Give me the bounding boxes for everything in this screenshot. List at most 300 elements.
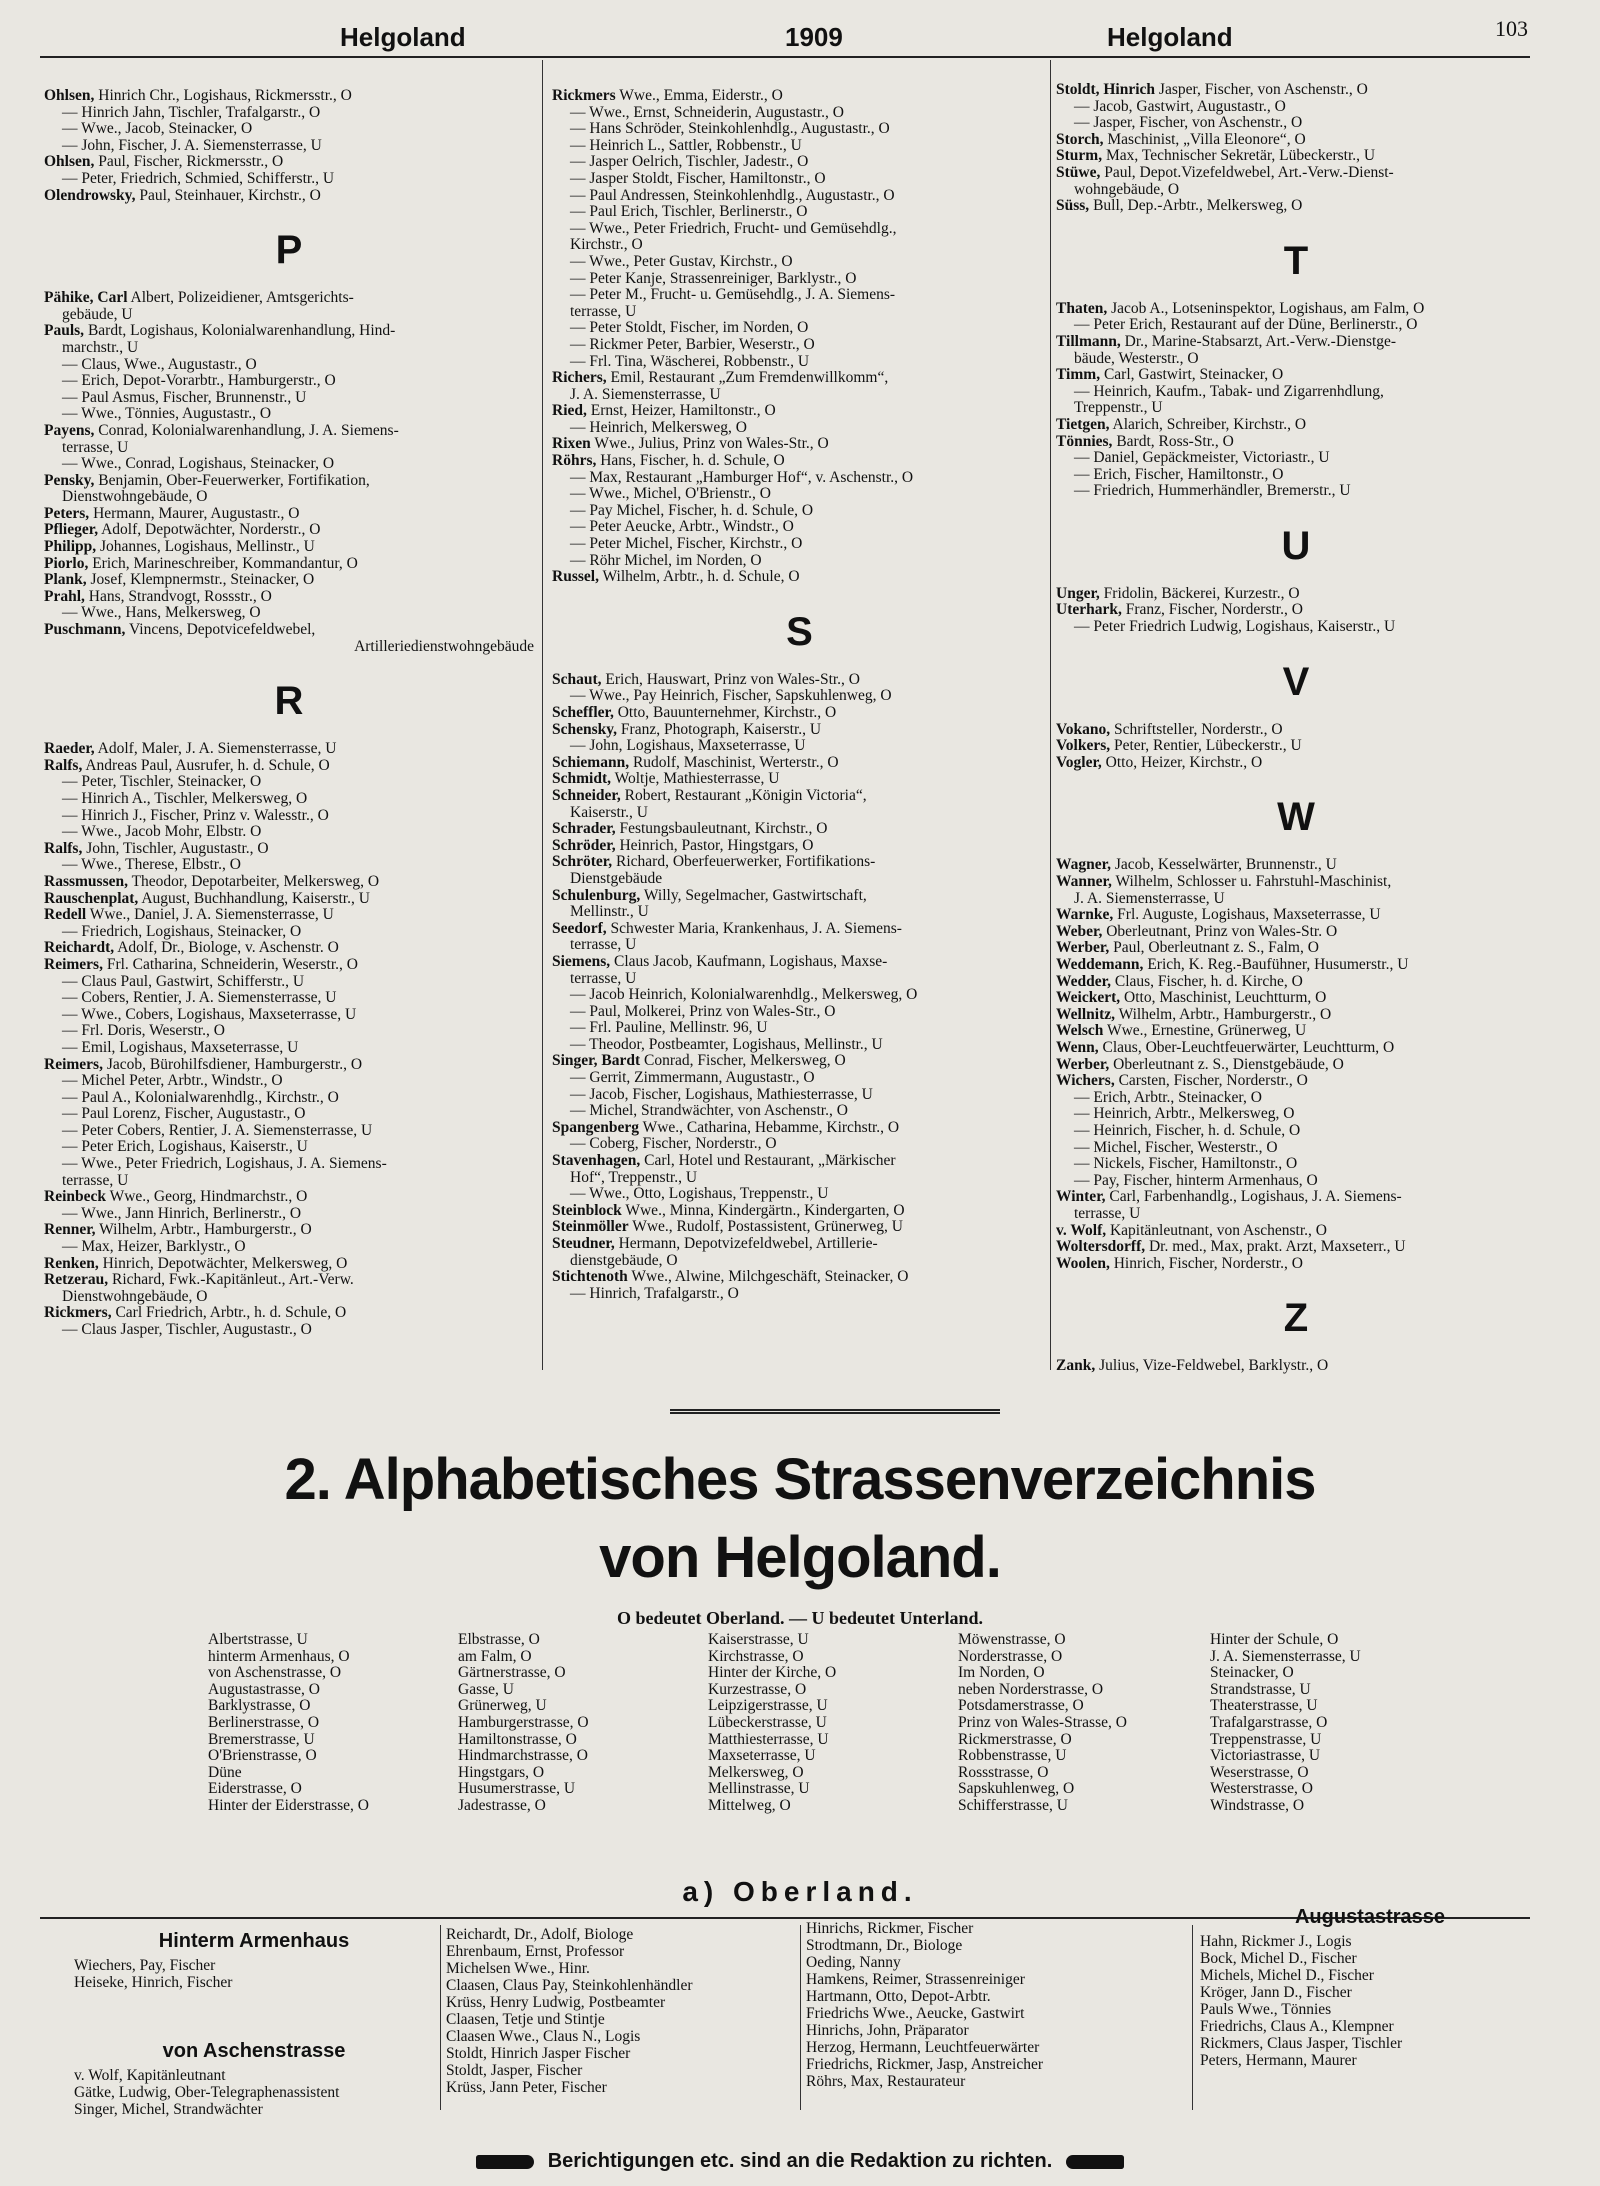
directory-entry: Ralfs, John, Tischler, Augustastr., O (44, 840, 269, 857)
street-name: O'Brienstrasse, O (208, 1747, 317, 1765)
directory-entry: — Peter M., Frucht- u. Gemüsehdlg., J. A. Siemens- (570, 287, 896, 304)
directory-entry: Dienstwohngebäude, O (62, 489, 208, 506)
directory-entry: Pauls, Bardt, Logishaus, Kolonialwarenhandlung, Hind- (44, 323, 396, 340)
directory-entry: Olendrowsky, Paul, Steinhauer, Kirchstr., O (44, 187, 321, 204)
directory-entry: Stichtenoth Wwe., Alwine, Milchgeschäft, Steinacker, O (552, 1269, 909, 1286)
resident-entry: Stoldt, Jasper, Fischer (446, 2062, 583, 2079)
directory-entry: — Wwe., Ernst, Schneiderin, Augustastr., O (570, 104, 844, 121)
directory-entry: — Wwe., Conrad, Logishaus, Steinacker, O (62, 456, 335, 473)
directory-entry: Wenn, Claus, Ober-Leuchtfeuerwärter, Leuchtturm, O (1056, 1039, 1395, 1056)
directory-entry: Rassmussen, Theodor, Depotarbeiter, Melkersweg, O (44, 873, 380, 890)
directory-entry: — Erich, Fischer, Hamiltonstr., O (1074, 466, 1284, 483)
street-name: Robbenstrasse, U (958, 1747, 1067, 1765)
directory-entry: gebäude, U (62, 306, 133, 323)
directory-entry: Reinbeck Wwe., Georg, Hindmarchstr., O (44, 1189, 308, 1206)
resident-entry: Singer, Michel, Strandwächter (74, 2101, 263, 2118)
running-head-left: Helgoland (340, 22, 466, 52)
street-name: Steinacker, O (1210, 1664, 1294, 1682)
directory-entry: — Peter, Tischler, Steinacker, O (62, 774, 262, 791)
directory-entry: — Heinrich, Arbtr., Melkersweg, O (1074, 1106, 1295, 1123)
resident-entry: v. Wolf, Kapitänleutnant (74, 2067, 226, 2084)
section-letter: W (1277, 795, 1315, 840)
directory-entry: Werber, Paul, Oberleutnant z. S., Falm, O (1056, 940, 1319, 957)
street-name: Gasse, U (458, 1680, 514, 1698)
directory-entry: — Frl. Doris, Weserstr., O (62, 1023, 225, 1040)
directory-entry: Dienstgebäude (570, 870, 663, 887)
directory-entry: Kaiserstr., U (570, 804, 648, 821)
directory-entry: Prahl, Hans, Strandvogt, Rossstr., O (44, 588, 272, 605)
street-list-column (458, 1632, 589, 1815)
directory-entry: Wedder, Claus, Fischer, h. d. Kirche, O (1056, 973, 1303, 990)
section-title-line2: von Helgoland. (599, 1525, 1001, 1590)
street-name: J. A. Siemensterrasse, U (1210, 1647, 1361, 1665)
section-letter: P (275, 228, 303, 273)
directory-entry: Schröder, Heinrich, Pastor, Hingstgars, O (552, 837, 814, 854)
street-name: Albertstrasse, U (208, 1631, 308, 1648)
directory-entry: Wichers, Carsten, Fischer, Norderstr., O (1056, 1073, 1308, 1090)
directory-entry: — Daniel, Gepäckmeister, Victoriastr., U (1074, 450, 1330, 467)
street-name: Theaterstrasse, U (1210, 1697, 1318, 1715)
street-name: Kurzestrasse, O (708, 1680, 807, 1698)
street-name: Mittelweg, O (708, 1796, 791, 1814)
directory-entry: Welsch Wwe., Ernestine, Grünerweg, U (1056, 1023, 1307, 1040)
directory-entry: — Wwe., Michel, O'Brienstr., O (570, 486, 771, 503)
resident-entry: Friedrichs, Rickmer, Jasp, Anstreicher (806, 2056, 1043, 2073)
street-name: Im Norden, O (958, 1664, 1045, 1682)
street-name: Berlinerstrasse, O (208, 1713, 320, 1731)
street-name: Potsdamerstrasse, O (958, 1697, 1084, 1715)
directory-entry: — Jasper Oelrich, Tischler, Jadestr., O (570, 154, 809, 171)
street-name: Hinter der Eiderstrasse, O (208, 1796, 369, 1814)
directory-entry: Röhrs, Hans, Fischer, h. d. Schule, O (552, 453, 785, 470)
street-section (446, 1926, 796, 2096)
column-divider (1050, 60, 1051, 1370)
directory-entry: — Paul Andressen, Steinkohlenhdlg., Augustastr., O (570, 187, 895, 204)
column-divider (440, 1925, 441, 2110)
footer-note (0, 2150, 1600, 2173)
column-divider (800, 1925, 801, 2110)
resident-entry: Friedrichs Wwe., Aeucke, Gastwirt (806, 2005, 1025, 2022)
directory-entry: Schaut, Erich, Hauswart, Prinz von Wales-Str., O (552, 671, 861, 688)
street-list-column (958, 1632, 1127, 1815)
directory-entry: Pflieger, Adolf, Depotwächter, Norderstr., O (44, 522, 321, 539)
directory-entry: — Heinrich L., Sattler, Robbenstr., U (570, 137, 802, 154)
street-name: von Aschenstrasse, O (208, 1664, 342, 1682)
directory-entry: wohngebäude, O (1074, 181, 1180, 198)
street-name: Schifferstrasse, U (958, 1796, 1068, 1814)
street-name: Grünerweg, U (458, 1697, 547, 1715)
oberland-heading: a) Oberland. (682, 1876, 918, 1907)
directory-entry: — Paul Lorenz, Fischer, Augustastr., O (62, 1106, 306, 1123)
street-name: Westerstrasse, O (1210, 1780, 1313, 1798)
directory-entry: — Jasper Stoldt, Fischer, Hamiltonstr., O (570, 170, 826, 187)
directory-entry: — Heinrich, Melkersweg, O (570, 419, 747, 436)
resident-entry: Hinrichs, John, Präparator (806, 2022, 969, 2039)
directory-entry: — Paul Erich, Tischler, Berlinerstr., O (570, 204, 808, 221)
directory-entry: Piorlo, Erich, Marineschreiber, Kommandantur, O (44, 555, 358, 572)
section-letter: V (1282, 659, 1310, 704)
directory-entry: v. Wolf, Kapitänleutnant, von Aschenstr., O (1056, 1222, 1327, 1239)
directory-entry: — Gerrit, Zimmermann, Augustastr., O (570, 1070, 815, 1087)
header-rule (40, 56, 1530, 58)
directory-entry: Schröter, Richard, Oberfeuerwerker, Fortifikations- (552, 854, 876, 871)
directory-entry: — Michel, Fischer, Westerstr., O (1074, 1139, 1278, 1156)
directory-entry: Stüwe, Paul, Depot.Vizefeldwebel, Art.-Verw.-Dienst- (1056, 164, 1394, 181)
directory-entry: — Hinrich J., Fischer, Prinz v. Walesstr., O (62, 807, 329, 824)
street-name: Hamburgerstrasse, O (458, 1713, 589, 1731)
resident-entry: Hamkens, Reimer, Strassenreiniger (806, 1971, 1025, 1988)
street-section-title: Augustastrasse (1294, 1906, 1446, 1928)
directory-entry: Richers, Emil, Restaurant „Zum Fremdenwillkomm“, (552, 370, 889, 387)
footer-text: Berichtigungen etc. sind an die Redaktion zu richten. (547, 2150, 1053, 2172)
street-name: Lübeckerstrasse, U (708, 1713, 827, 1731)
section-letter: R (274, 679, 304, 724)
directory-entry: Reimers, Jacob, Bürohilfsdiener, Hamburgerstr., O (44, 1056, 363, 1073)
directory-entry: Ohlsen, Paul, Fischer, Rickmersstr., O (44, 154, 284, 171)
directory-entry: — Friedrich, Hummerhändler, Bremerstr., U (1074, 483, 1351, 500)
page-number: 103 (1495, 16, 1528, 41)
directory-entry: — Wwe., Hans, Melkersweg, O (62, 605, 261, 622)
directory-entry: Artilleriedienstwohngebäude (354, 638, 534, 655)
street-name: Hindmarchstrasse, O (458, 1747, 588, 1765)
directory-entry: — Claus Jasper, Tischler, Augustastr., O (62, 1322, 312, 1338)
street-name: Kirchstrasse, O (708, 1647, 804, 1665)
street-list-column (708, 1632, 836, 1815)
directory-entry: — Emil, Logishaus, Maxseterrasse, U (62, 1039, 299, 1056)
resident-entry: Hartmann, Otto, Depot-Arbtr. (806, 1988, 991, 2005)
directory-entry: — Wwe., Pay Heinrich, Fischer, Sapskuhlenweg, O (570, 688, 892, 705)
street-name: Hamiltonstrasse, O (458, 1730, 577, 1748)
directory-entry: Zank, Julius, Vize-Feldwebel, Barklystr., O (1056, 1358, 1329, 1375)
directory-entry: Ohlsen, Hinrich Chr., Logishaus, Rickmersstr., O (44, 88, 352, 104)
directory-entry: — Wwe., Tönnies, Augustastr., O (62, 406, 272, 423)
page-header (40, 8, 1570, 56)
directory-entry: Tönnies, Bardt, Ross-Str., O (1056, 433, 1234, 450)
directory-entry: — Claus Paul, Gastwirt, Schifferstr., U (62, 973, 305, 990)
directory-entry: Wellnitz, Wilhelm, Arbtr., Hamburgerstr., O (1056, 1006, 1332, 1023)
resident-entry: Hahn, Rickmer J., Logis (1200, 1933, 1352, 1950)
street-section (1200, 1906, 1540, 2069)
street-section (74, 1930, 434, 1991)
directory-entry: — Rickmer Peter, Barbier, Weserstr., O (570, 336, 815, 353)
resident-entry: Rickmers, Claus Jasper, Tischler (1200, 2035, 1403, 2052)
directory-entry: Sturm, Max, Technischer Sekretär, Lübeckerstr., U (1056, 148, 1376, 165)
section-letter: S (786, 609, 813, 654)
directory-entry: — Wwe., Otto, Logishaus, Treppenstr., U (570, 1186, 829, 1203)
directory-entry: Dienstwohngebäude, O (62, 1288, 208, 1305)
street-name: Norderstrasse, O (958, 1647, 1063, 1665)
section-letter: Z (1283, 1296, 1309, 1341)
resident-entry: Michels, Michel D., Fischer (1200, 1967, 1374, 1984)
directory-entry: Rauschenplat, August, Buchhandlung, Kaiserstr., U (44, 890, 370, 907)
directory-entry: Weickert, Otto, Maschinist, Leuchtturm, O (1056, 990, 1327, 1007)
directory-entry: Pähike, Carl Albert, Polizeidiener, Amtsgerichts- (44, 290, 354, 307)
resident-entry: Claasen, Claus Pay, Steinkohlenhändler (446, 1977, 693, 1994)
directory-entry: — Peter Friedrich Ludwig, Logishaus, Kaiserstr., U (1074, 619, 1396, 636)
street-name: Leipzigerstrasse, U (708, 1697, 828, 1715)
directory-entry: terrasse, U (570, 303, 637, 320)
pointing-hand-icon (476, 2155, 534, 2169)
resident-entry: Claasen Wwe., Claus N., Logis (446, 2028, 641, 2045)
directory-entry: — Max, Restaurant „Hamburger Hof“, v. Aschenstr., O (570, 469, 914, 486)
directory-entry: — Heinrich, Kaufm., Tabak- und Zigarrenhdlung, (1074, 383, 1384, 400)
street-name: Mellinstrasse, U (708, 1780, 810, 1798)
street-name: Augustastrasse, O (208, 1680, 320, 1698)
resident-entry: Pauls Wwe., Tönnies (1200, 2001, 1332, 2018)
directory-entry: Stoldt, Hinrich Jasper, Fischer, von Aschenstr., O (1056, 82, 1368, 98)
directory-entry: Rickmers, Carl Friedrich, Arbtr., h. d. Schule, O (44, 1305, 347, 1322)
directory-entry: — John, Fischer, J. A. Siemensterrasse, U (62, 137, 322, 154)
resident-entry: Röhrs, Max, Restaurateur (806, 2073, 966, 2090)
directory-entry: Tietgen, Alarich, Schreiber, Kirchstr., O (1056, 416, 1307, 433)
street-section (74, 2040, 434, 2118)
directory-entry: — Peter Erich, Restaurant auf der Düne, Berlinerstr., O (1074, 317, 1418, 334)
directory-entry: Winter, Carl, Farbenhandlg., Logishaus, J. A. Siemens- (1056, 1189, 1402, 1206)
directory-entry: Tillmann, Dr., Marine-Stabsarzt, Art.-Verw.-Dienstge- (1056, 333, 1397, 350)
resident-entry: Reichardt, Dr., Adolf, Biologe (446, 1926, 634, 1943)
street-name: Düne (208, 1763, 242, 1781)
directory-entry: terrasse, U (62, 1172, 129, 1189)
street-name: Sapskuhlenweg, O (958, 1780, 1075, 1798)
directory-entry: Rixen Wwe., Julius, Prinz von Wales-Str., O (552, 436, 829, 453)
directory-entry: terrasse, U (1074, 1205, 1141, 1222)
directory-entry: Plank, Josef, Klempnermstr., Steinacker, O (44, 572, 315, 589)
directory-entry: — Theodor, Postbeamter, Logishaus, Mellinstr., U (570, 1036, 883, 1053)
directory-entry: Rickmers Wwe., Emma, Eiderstr., O (552, 88, 783, 104)
directory-entry: Vogler, Otto, Heizer, Kirchstr., O (1056, 754, 1263, 771)
directory-entry: — Röhr Michel, im Norden, O (570, 552, 762, 569)
directory-entry: Schensky, Franz, Photograph, Kaiserstr., U (552, 721, 822, 738)
street-name: Weserstrasse, O (1210, 1763, 1309, 1781)
street-section (806, 1920, 1186, 2090)
directory-entry: Schiemann, Rudolf, Maschinist, Werterstr., O (552, 754, 839, 771)
directory-entry: J. A. Siemensterrasse, U (570, 386, 721, 403)
directory-entry: — Peter Erich, Logishaus, Kaiserstr., U (62, 1139, 308, 1156)
street-name: neben Norderstrasse, O (958, 1680, 1104, 1698)
directory-entry: Storch, Maschinist, „Villa Eleonore“, O (1056, 131, 1306, 148)
directory-entry: — Paul Asmus, Fischer, Brunnenstr., U (62, 389, 307, 406)
directory-entry: — Wwe., Peter Friedrich, Frucht- und Gemüsehdlg., (570, 220, 897, 237)
resident-entry: Michelsen Wwe., Hinr. (446, 1960, 590, 1977)
directory-entry: — Peter, Friedrich, Schmied, Schifferstr., U (62, 170, 335, 187)
directory-entry: Treppenstr., U (1074, 400, 1163, 417)
directory-entry: — Paul, Molkerei, Prinz von Wales-Str., O (570, 1003, 836, 1020)
directory-entry: Stavenhagen, Carl, Hotel und Restaurant, „Märkischer (552, 1153, 896, 1170)
directory-entry: Uterhark, Franz, Fischer, Norderstr., O (1056, 602, 1303, 619)
resident-entry: Wiechers, Pay, Fischer (74, 1957, 216, 1974)
directory-entry: — Wwe., Jann Hinrich, Berlinerstr., O (62, 1205, 302, 1222)
street-name: Maxseterrasse, U (708, 1747, 816, 1765)
directory-entry: Renken, Hinrich, Depotwächter, Melkersweg, O (44, 1255, 348, 1272)
directory-entry: Raeder, Adolf, Maler, J. A. Siemensterrasse, U (44, 741, 337, 758)
directory-column-3 (1056, 82, 1536, 1375)
directory-entry: Mellinstr., U (570, 904, 649, 921)
directory-entry: — Peter Cobers, Rentier, J. A. Siemensterrasse, U (62, 1122, 373, 1139)
directory-entry: — Hinrich, Trafalgarstr., O (570, 1285, 739, 1302)
resident-entry: Bock, Michel D., Fischer (1200, 1950, 1357, 1967)
directory-entry: J. A. Siemensterrasse, U (1074, 890, 1225, 907)
directory-entry: Russel, Wilhelm, Arbtr., h. d. Schule, O (552, 569, 800, 586)
directory-entry: marchstr., U (62, 339, 139, 356)
directory-entry: terrasse, U (62, 439, 129, 456)
directory-entry: — Wwe., Cobers, Logishaus, Maxseterrasse, U (62, 1006, 357, 1023)
street-list-column (1210, 1632, 1361, 1815)
resident-entry: Stoldt, Hinrich Jasper Fischer (446, 2045, 631, 2062)
directory-entry: — Hinrich A., Tischler, Melkersweg, O (62, 791, 308, 807)
street-name: Bremerstrasse, U (208, 1730, 315, 1748)
directory-entry: Seedorf, Schwester Maria, Krankenhaus, J. A. Siemens- (552, 920, 902, 937)
directory-entry: Puschmann, Vincens, Depotvicefeldwebel, (44, 622, 316, 639)
column-divider (1192, 1925, 1193, 2110)
directory-entry: Süss, Bull, Dep.-Arbtr., Melkersweg, O (1056, 198, 1303, 215)
resident-entry: Claasen, Tetje und Stintje (446, 2011, 605, 2028)
directory-entry: Siemens, Claus Jacob, Kaufmann, Logishaus, Maxse- (552, 953, 888, 970)
resident-entry: Oeding, Nanny (806, 1954, 901, 1971)
directory-entry: Spangenberg Wwe., Catharina, Hebamme, Kirchstr., O (552, 1119, 900, 1136)
directory-entry: Wanner, Wilhelm, Schlosser u. Fahrstuhl-Maschinist, (1056, 874, 1392, 891)
street-name: Trafalgarstrasse, O (1210, 1713, 1328, 1731)
directory-entry: Peters, Hermann, Maurer, Augustastr., O (44, 505, 300, 522)
running-head-year: 1909 (785, 22, 843, 52)
directory-entry: Schulenburg, Willy, Segelmacher, Gastwirtschaft, (552, 887, 867, 904)
directory-entry: Ried, Ernst, Heizer, Hamiltonstr., O (552, 403, 776, 420)
directory-entry: terrasse, U (570, 970, 637, 987)
directory-entry: bäude, Westerstr., O (1074, 350, 1199, 367)
street-name: hinterm Armenhaus, O (208, 1647, 350, 1665)
directory-entry: — Erich, Arbtr., Steinacker, O (1074, 1089, 1262, 1106)
street-name: Victoriastrasse, U (1210, 1747, 1321, 1765)
directory-entry: — Frl. Tina, Wäscherei, Robbenstr., U (570, 353, 810, 370)
directory-entry: — Cobers, Rentier, J. A. Siemensterrasse, U (62, 990, 337, 1007)
resident-entry: Friedrichs, Claus A., Klempner (1200, 2018, 1394, 2035)
directory-entry: Ralfs, Andreas Paul, Ausrufer, h. d. Schule, O (44, 757, 330, 774)
directory-entry: — Peter Stoldt, Fischer, im Norden, O (570, 320, 809, 337)
directory-entry: dienstgebäude, O (570, 1252, 678, 1269)
directory-entry: Retzerau, Richard, Fwk.-Kapitänleut., Art.-Verw. (44, 1272, 354, 1289)
directory-entry: Weber, Oberleutnant, Prinz von Wales-Str. O (1056, 923, 1338, 940)
street-name: am Falm, O (458, 1647, 532, 1665)
directory-entry: Schmidt, Woltje, Mathiesterrasse, U (552, 771, 780, 788)
directory-entry: Pensky, Benjamin, Ober-Feuerwerker, Fortifikation, (44, 472, 370, 489)
directory-entry: Wagner, Jacob, Kesselwärter, Brunnenstr., U (1056, 857, 1337, 874)
directory-entry: — Michel Peter, Arbtr., Windstr., O (62, 1073, 283, 1090)
street-name: Barklystrasse, O (208, 1697, 311, 1715)
resident-entry: Gätke, Ludwig, Ober-Telegraphenassistent (74, 2084, 340, 2101)
street-list-column (208, 1632, 369, 1815)
directory-entry: — Wwe., Therese, Elbstr., O (62, 857, 241, 874)
street-section-title: von Aschenstrasse (162, 2040, 346, 2062)
directory-entry: — Peter Kanje, Strassenreiniger, Barklystr., O (570, 270, 857, 287)
directory-column-2 (552, 88, 1047, 1302)
directory-entry: terrasse, U (570, 937, 637, 954)
directory-entry: Thaten, Jacob A., Lotseninspektor, Logishaus, am Falm, O (1056, 300, 1425, 317)
directory-entry: Steinblock Wwe., Minna, Kindergärtn., Kindergarten, O (552, 1202, 905, 1219)
resident-entry: Krüss, Jann Peter, Fischer (446, 2079, 607, 2096)
directory-entry: — Erich, Depot-Vorarbtr., Hamburgerstr., O (62, 373, 336, 390)
directory-entry: Schrader, Festungsbauleutnant, Kirchstr., O (552, 821, 828, 838)
directory-entry: — Heinrich, Fischer, h. d. Schule, O (1074, 1122, 1301, 1139)
directory-entry: — Peter Michel, Fischer, Kirchstr., O (570, 536, 803, 553)
directory-entry: Timm, Carl, Gastwirt, Steinacker, O (1056, 367, 1284, 384)
street-section-title: Hinterm Armenhaus (158, 1930, 350, 1952)
directory-entry: Philipp, Johannes, Logishaus, Mellinstr., U (44, 539, 315, 556)
section-title: 2. Alphabetisches Strassenverzeichnis (284, 1447, 1316, 1512)
legend-text: O bedeutet Oberland. — U bedeutet Unterland. (617, 1608, 983, 1628)
section-rule (670, 1409, 1000, 1418)
pointing-hand-icon (1066, 2155, 1124, 2169)
street-name: Melkersweg, O (708, 1763, 804, 1781)
directory-entry: Payens, Conrad, Kolonialwarenhandlung, J. A. Siemens- (44, 422, 399, 439)
directory-entry: Warnke, Frl. Auguste, Logishaus, Maxseterrasse, U (1056, 907, 1381, 924)
column-divider (542, 60, 543, 1370)
directory-entry: Scheffler, Otto, Bauunternehmer, Kirchstr., O (552, 705, 837, 721)
directory-entry: — Peter Aeucke, Arbtr., Windstr., O (570, 519, 794, 536)
resident-entry: Peters, Hermann, Maurer (1200, 2052, 1357, 2069)
resident-entry: Strodtmann, Dr., Biologe (806, 1937, 963, 1954)
street-name: Kaiserstrasse, U (708, 1631, 809, 1648)
directory-entry: — Paul A., Kolonialwarenhdlg., Kirchstr., O (62, 1089, 339, 1106)
street-name: Jadestrasse, O (458, 1796, 546, 1814)
street-name: Rickmerstrasse, O (958, 1730, 1072, 1748)
resident-entry: Ehrenbaum, Ernst, Professor (446, 1943, 625, 1960)
directory-entry: Redell Wwe., Daniel, J. A. Siemensterrasse, U (44, 907, 334, 924)
street-name: Hinter der Schule, O (1210, 1631, 1339, 1648)
directory-entry: Vokano, Schriftsteller, Norderstr., O (1056, 721, 1283, 738)
directory-entry: Steudner, Hermann, Depotvizefeldwebel, Artillerie- (552, 1236, 878, 1252)
directory-entry: Steinmöller Wwe., Rudolf, Postassistent, Grünerweg, U (552, 1219, 904, 1236)
directory-entry: Woltersdorff, Dr. med., Max, prakt. Arzt, Maxseterr., U (1056, 1239, 1406, 1256)
directory-entry: — Hans Schröder, Steinkohlenhdlg., Augustastr., O (570, 121, 890, 138)
directory-entry: — Max, Heizer, Barklystr., O (62, 1239, 246, 1256)
resident-entry: Heiseke, Hinrich, Fischer (74, 1974, 233, 1991)
directory-entry: — Pay Michel, Fischer, h. d. Schule, O (570, 502, 814, 519)
street-name: Hingstgars, O (458, 1763, 545, 1781)
resident-entry: Kröger, Jann D., Fischer (1200, 1984, 1352, 2001)
directory-entry: Woolen, Hinrich, Fischer, Norderstr., O (1056, 1255, 1303, 1272)
directory-entry: — Wwe., Jacob, Steinacker, O (62, 121, 253, 138)
directory-entry: — John, Logishaus, Maxseterrasse, U (570, 738, 806, 755)
street-name: Eiderstrasse, O (208, 1780, 302, 1798)
directory-entry: Reichardt, Adolf, Dr., Biologe, v. Aschenstr. O (44, 940, 339, 957)
street-name: Elbstrasse, O (458, 1631, 540, 1648)
directory-entry: — Jacob, Fischer, Logishaus, Mathiesterrasse, U (570, 1086, 873, 1103)
directory-entry: Singer, Bardt Conrad, Fischer, Melkersweg, O (552, 1053, 846, 1070)
resident-entry: Krüss, Henry Ludwig, Postbeamter (446, 1994, 666, 2011)
street-name: Windstrasse, O (1210, 1796, 1305, 1814)
directory-entry: — Nickels, Fischer, Hamiltonstr., O (1074, 1156, 1298, 1173)
directory-entry: — Wwe., Peter Gustav, Kirchstr., O (570, 253, 793, 270)
directory-entry: — Coberg, Fischer, Norderstr., O (570, 1136, 777, 1153)
directory-entry: Kirchstr., O (570, 237, 643, 254)
directory-entry: — Jasper, Fischer, von Aschenstr., O (1074, 115, 1303, 132)
section-letter: U (1281, 523, 1311, 568)
running-head-right: Helgoland (1107, 22, 1233, 52)
directory-entry: Renner, Wilhelm, Arbtr., Hamburgerstr., O (44, 1222, 312, 1239)
directory-entry: — Michel, Strandwächter, von Aschenstr., O (570, 1103, 848, 1120)
street-name: Möwenstrasse, O (958, 1631, 1066, 1648)
street-name: Treppenstrasse, U (1210, 1730, 1322, 1748)
directory-entry: — Frl. Pauline, Mellinstr. 96, U (570, 1020, 768, 1037)
directory-entry: Werber, Oberleutnant z. S., Dienstgebäude, O (1056, 1056, 1344, 1073)
directory-entry: Volkers, Peter, Rentier, Lübeckerstr., U (1056, 738, 1302, 755)
resident-entry: Herzog, Hermann, Leuchtfeuerwärter (806, 2039, 1040, 2056)
street-name: Strandstrasse, U (1210, 1680, 1311, 1698)
directory-entry: — Claus, Wwe., Augustastr., O (62, 356, 257, 373)
directory-entry: — Jacob, Gastwirt, Augustastr., O (1074, 98, 1286, 115)
resident-entry: Hinrichs, Rickmer, Fischer (806, 1920, 974, 1937)
section-letter: T (1283, 238, 1309, 283)
street-name: Prinz von Wales-Strasse, O (958, 1713, 1127, 1731)
